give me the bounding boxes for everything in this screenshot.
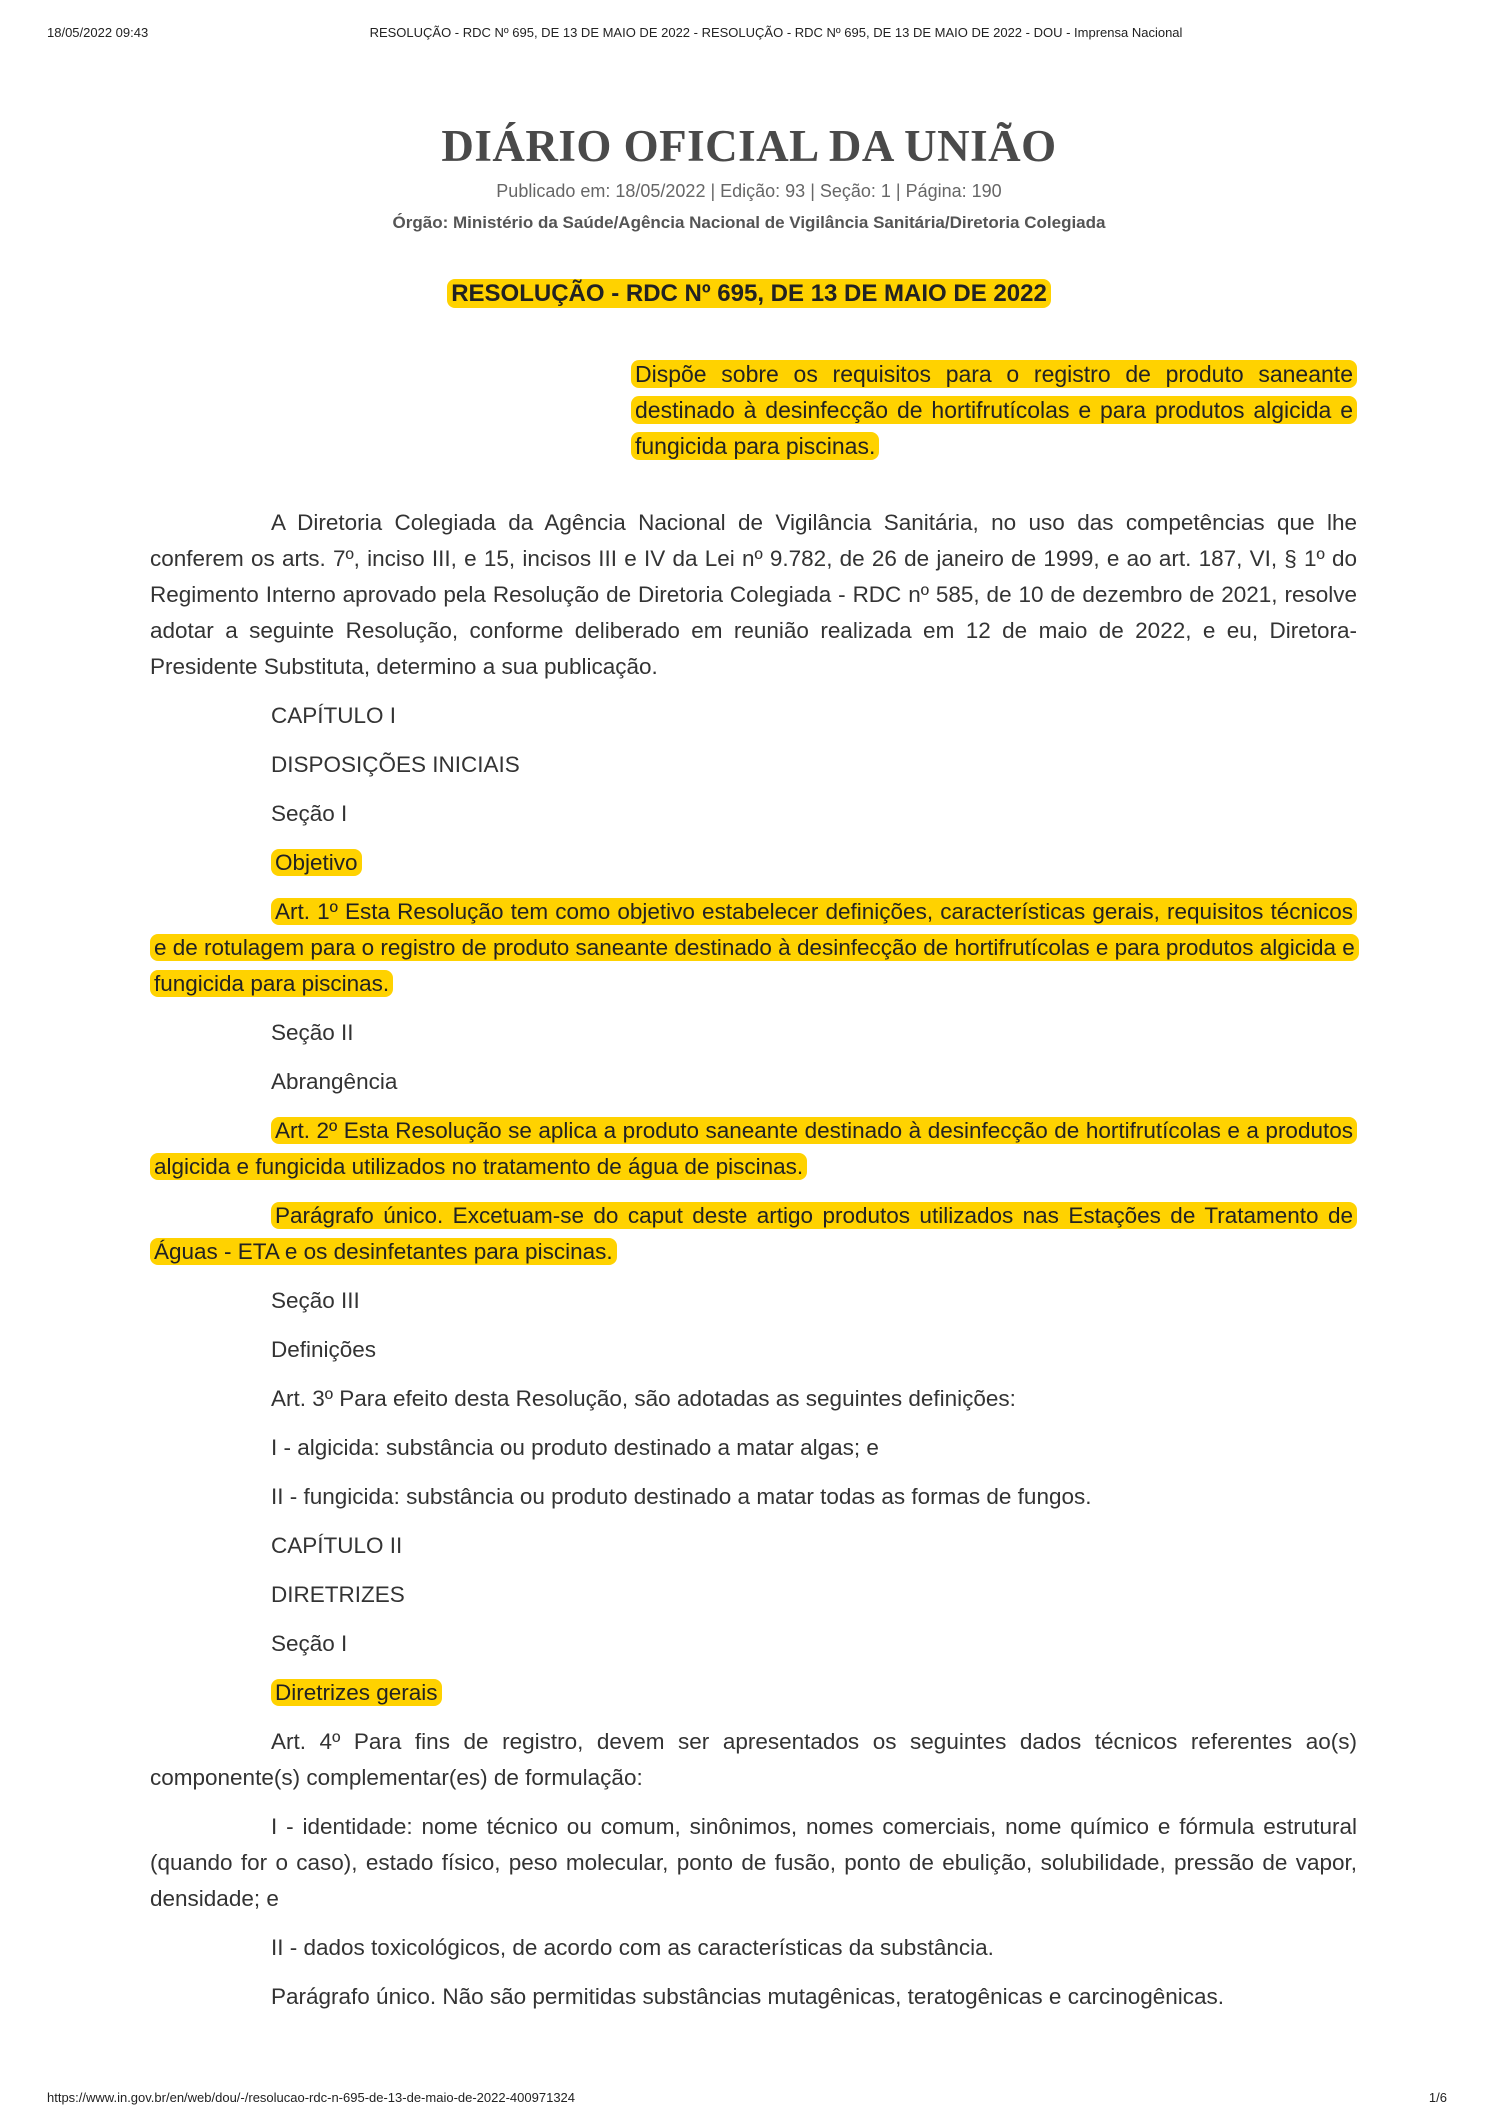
article-3-item-ii: II - fungicida: substância ou produto destinado a matar todas as formas de fungos.	[271, 1484, 1092, 1509]
section-heading: Seção II	[271, 1020, 354, 1045]
chapter-heading: CAPÍTULO I	[271, 703, 397, 728]
article-3: Art. 3º Para efeito desta Resolução, são adotadas as seguintes definições:	[271, 1386, 1016, 1411]
page-number: 1/6	[1428, 2090, 1447, 2105]
ementa	[631, 356, 1357, 464]
chapter-title: DIRETRIZES	[271, 1582, 405, 1607]
section-heading: Seção I	[271, 1631, 348, 1656]
section-heading: Seção III	[271, 1288, 360, 1313]
print-header	[0, 25, 1498, 45]
article-2-paragraph	[150, 1198, 1357, 1270]
section-title: Abrangência	[271, 1069, 398, 1094]
section-title	[150, 845, 1357, 881]
section-heading: Seção I	[271, 801, 348, 826]
section-title: Definições	[271, 1337, 377, 1362]
document-body	[150, 505, 1357, 2028]
article-4-paragraph: Parágrafo único. Não são permitidas substâncias mutagênicas, teratogênicas e carcinogênicas.	[271, 1984, 1225, 2009]
print-footer	[0, 2090, 1498, 2110]
article-4-item-ii: II - dados toxicológicos, de acordo com as características da substância.	[271, 1935, 994, 1960]
issuing-organ: Órgão: Ministério da Saúde/Agência Nacional de Vigilância Sanitária/Diretoria Colegiada	[392, 213, 1106, 232]
article-2-text: Art. 2º Esta Resolução se aplica a produto saneante destinado à desinfecção de hortifrutícolas e a produtos algicida e fungicida utilizados no tratamento de água de piscinas.	[150, 1117, 1357, 1180]
preamble: A Diretoria Colegiada da Agência Nacional de Vigilância Sanitária, no uso das competências que lhe conferem os arts. 7º, inciso III, e 15, incisos III e IV da Lei nº 9.782, de 26 de janeiro de 1999, e ao art. 187, VI, § 1º do Regimento Interno aprovado pela Resolução de Diretoria Colegiada - RDC nº 585, de 10 de dezembro de 2021, resolve adotar a seguinte Resolução, conforme deliberado em reunião realizada em 12 de maio de 2022, e eu, Diretora-Presidente Substituta, determino a sua publicação.	[150, 510, 1357, 679]
print-datetime: 18/05/2022 09:43	[47, 25, 149, 40]
masthead	[0, 120, 1498, 234]
article-3-item-i: I - algicida: substância ou produto destinado a matar algas; e	[271, 1435, 879, 1460]
print-title: RESOLUÇÃO - RDC Nº 695, DE 13 DE MAIO DE 2022 - RESOLUÇÃO - RDC Nº 695, DE 13 DE MAIO DE 2022 - DOU - Imprensa Nacional	[369, 25, 1183, 40]
ementa-text: Dispõe sobre os requisitos para o registro de produto saneante destinado à desinfecção de hortifrutícolas e para produtos algicida e fungicida para piscinas.	[631, 360, 1357, 460]
section-title-text: Diretrizes gerais	[271, 1679, 442, 1706]
chapter-title: DISPOSIÇÕES INICIAIS	[271, 752, 520, 777]
article-4-item-i: I - identidade: nome técnico ou comum, sinônimos, nomes comerciais, nome químico e fórmula estrutural (quando for o caso), estado físico, peso molecular, ponto de fusão, ponto de ebulição, solubilidade, pressão de vapor, densidade; e	[150, 1814, 1357, 1911]
newspaper-title: DIÁRIO OFICIAL DA UNIÃO	[441, 121, 1057, 171]
resolution-title: RESOLUÇÃO - RDC Nº 695, DE 13 DE MAIO DE 2022	[447, 279, 1051, 308]
resolution-title-block	[0, 278, 1498, 310]
source-url[interactable]: https://www.in.gov.br/en/web/dou/-/resolucao-rdc-n-695-de-13-de-maio-de-2022-400971324	[47, 2090, 576, 2105]
article-1-text: Art. 1º Esta Resolução tem como objetivo estabelecer definições, características gerais, requisitos técnicos e de rotulagem para o registro de produto saneante destinado à desinfecção de hortifrutícolas e para produtos algicida e fungicida para piscinas.	[150, 898, 1359, 997]
article-1	[150, 894, 1357, 1002]
article-4: Art. 4º Para fins de registro, devem ser apresentados os seguintes dados técnicos referentes ao(s) componente(s) complementar(es) de formulação:	[150, 1729, 1357, 1790]
section-title	[150, 1675, 1357, 1711]
chapter-heading: CAPÍTULO II	[271, 1533, 403, 1558]
article-2-paragraph-text: Parágrafo único. Excetuam-se do caput deste artigo produtos utilizados nas Estações de Tratamento de Águas - ETA e os desinfetantes para piscinas.	[150, 1202, 1357, 1265]
publication-meta: Publicado em: 18/05/2022 | Edição: 93 | Seção: 1 | Página: 190	[496, 181, 1002, 201]
article-2	[150, 1113, 1357, 1185]
section-title-text: Objetivo	[271, 849, 362, 876]
